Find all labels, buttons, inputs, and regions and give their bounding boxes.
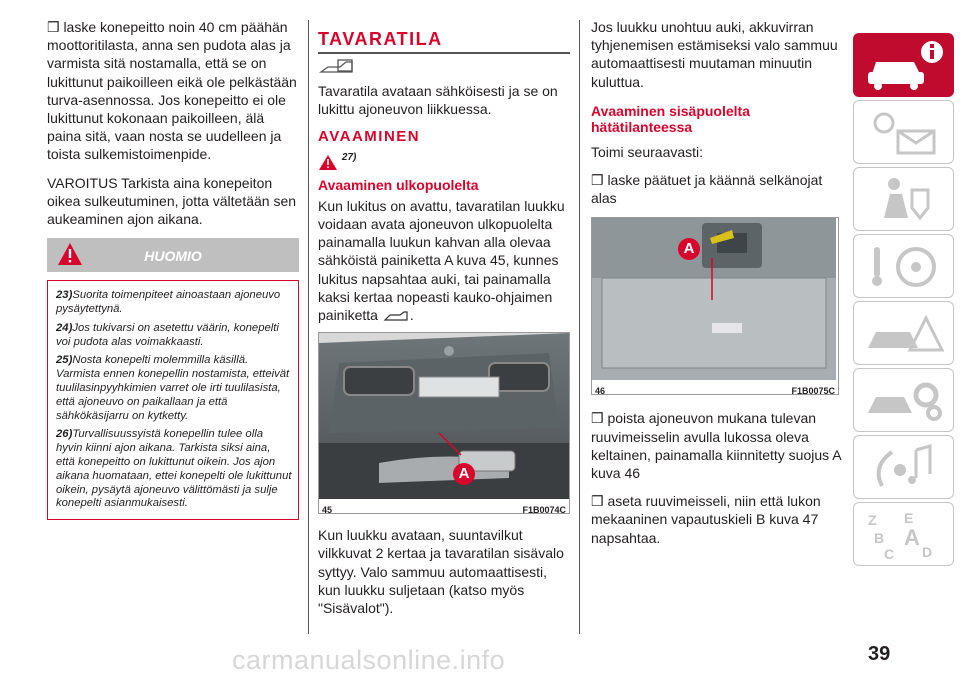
paragraph: Kun luukku avataan, suuntavilkut vilkkuvat 2 kertaa ja tavaratilan sisävalo syttyy. Valo sammuu automaattisesti, kun luukku suljetaan (katso myös "Sisävalot"). — [318, 527, 564, 616]
trunk-lock-photo — [592, 218, 836, 380]
svg-text:A: A — [904, 525, 920, 550]
paragraph: ❒ laske päätuet ja käännä selkänojat alas — [591, 172, 823, 207]
figure-code: F1B0074C — [522, 505, 566, 516]
paragraph: ❒ aseta ruuvimeisseli, niin että lukon mekaaninen vapautuskieli B kuva 47 napsahtaa. — [591, 493, 821, 546]
car-info-icon — [854, 34, 953, 96]
column-2 — [318, 18, 570, 627]
note-item — [56, 322, 292, 350]
svg-text:Z: Z — [868, 512, 877, 528]
figure-caption — [592, 380, 838, 400]
trunk-exterior-photo — [319, 333, 569, 499]
heading-rule — [318, 52, 570, 54]
figure-45 — [318, 332, 570, 514]
column-divider — [308, 20, 309, 634]
emergency-icon — [854, 302, 953, 364]
svg-text:E: E — [904, 510, 914, 526]
page-number: 39 — [868, 643, 891, 665]
note-number: 24) — [56, 321, 73, 334]
tab-safety[interactable] — [853, 167, 954, 231]
note-item — [56, 354, 292, 423]
subsection-heading: AVAAMINEN — [318, 128, 421, 146]
note-reference — [318, 149, 570, 170]
note-text: Suorita toimenpiteet ainoastaan ajoneuvo pysäytettynä. — [56, 289, 281, 316]
note-item — [56, 289, 292, 317]
note-number: 26) — [56, 428, 73, 441]
note-text: Nosta konepelti molemmilla käsillä. Varmista ennen konepellin nostamista, etteivät tuulilasinpyyhkimien varret ole irti tuulilasista, että ajoneuvo on paikallaan ja että sähkökäsijarru on kytketty. — [56, 354, 290, 422]
tab-multimedia[interactable] — [853, 435, 954, 499]
paragraph: Tavaratila avataan sähköisesti ja se on lukittu ajoneuvon liikkuessa. — [318, 82, 558, 117]
figure-marker-a: A — [453, 463, 475, 485]
column-3 — [591, 18, 847, 557]
index-icon — [854, 503, 953, 565]
note-text: Turvallisuussyistä konepellin tulee olla hyvin kiinni ajon aikana. Tarkista siksi aina, että konepeitto on lukittunut oikein. Jos ajon aikana huomataan, ettei konepelti ole lukittunut oikein, pysäytä ajoneuvo välittömästi ja sulje konepelti asianmukaisesti. — [56, 428, 292, 510]
note-text: Jos tukivarsi on asetettu väärin, konepelti voi pudota alas voimakkaasti. — [56, 321, 279, 348]
warning-banner — [47, 238, 299, 272]
warning-text: VAROITUS Tarkista aina konepeiton oikea sulkeutuminen, jotta vältetään sen aukeaminen ajon aikana. — [47, 174, 297, 228]
warning-lights-icon — [854, 101, 953, 163]
tab-starting-driving[interactable] — [853, 234, 954, 298]
figure-46 — [591, 217, 839, 395]
paragraph: ❒ laske konepeitto noin 40 cm päähän moottoritilasta, anna sen pudota alas ja varmista sitä nostamalla, että se on lukittunut paikoilleen eikä ole pelkästään turva-asennossa. Jos konepeitto ei ole lukittunut kokonaan paikoilleen, älä paina sitä, vaan nosta se uudelleen ja toista sulkemistoimenpide. — [47, 19, 297, 163]
svg-text:D: D — [922, 544, 933, 560]
tab-warning-lights[interactable] — [853, 100, 954, 164]
maintenance-icon — [854, 369, 953, 431]
watermark: carmanualsonline.info — [232, 645, 506, 675]
paragraph-text: Kun lukitus on avattu, tavaratilan luukku voidaan avata ajoneuvon ulkopuolelta painamalla luukun kahvan alla olevaa sähköistä painiketta A kuva 45, kunnes lukitus napsahtaa auki, tai painamalla kaksi kertaa nopeasti kauko-ohjaimen painiketta — [318, 197, 565, 323]
starting-driving-icon — [854, 235, 953, 297]
notes-box — [47, 280, 299, 520]
svg-text:C: C — [884, 546, 895, 562]
luggage-icon — [318, 58, 356, 76]
figure-number: 45 — [322, 505, 333, 516]
figure-number: 46 — [595, 386, 606, 397]
subheading: Avaaminen sisäpuolelta hätätilanteessa — [591, 102, 750, 135]
paragraph: ❒ poista ajoneuvon mukana tulevan ruuvimeisselin avulla lukossa oleva keltainen, painamalla kiinnitetty suojus A kuva 46 — [591, 410, 841, 482]
paragraph — [318, 197, 570, 324]
section-heading: TAVARATILA — [318, 29, 443, 49]
safety-icon — [854, 168, 953, 230]
figure-marker-a: A — [678, 238, 700, 260]
figure-caption — [319, 499, 569, 519]
warning-triangle-icon — [318, 154, 338, 171]
warning-title: HUOMIO — [144, 248, 202, 265]
subheading: Avaaminen ulkopuolelta — [318, 176, 479, 193]
svg-text:B: B — [874, 530, 885, 546]
tab-index[interactable] — [853, 502, 954, 566]
paragraph-end: . — [409, 306, 414, 323]
figure-code: F1B0075C — [791, 386, 835, 397]
note-ref-number: 27) — [341, 152, 357, 164]
column-divider — [579, 20, 580, 634]
tab-maintenance[interactable] — [853, 368, 954, 432]
trunk-key-icon — [382, 309, 410, 323]
tab-car-info[interactable] — [853, 33, 954, 97]
tab-emergency[interactable] — [853, 301, 954, 365]
note-number: 25) — [56, 354, 73, 367]
multimedia-icon — [854, 436, 953, 498]
note-item — [56, 428, 292, 511]
paragraph: Toimi seuraavasti: — [591, 143, 704, 160]
column-1 — [47, 18, 299, 520]
paragraph: Jos luukku unohtuu auki, akkuvirran tyhjenemisen estämiseksi valo sammuu automaattisesti muutaman minuutin kuluttua. — [591, 19, 838, 90]
note-number: 23) — [56, 289, 73, 302]
